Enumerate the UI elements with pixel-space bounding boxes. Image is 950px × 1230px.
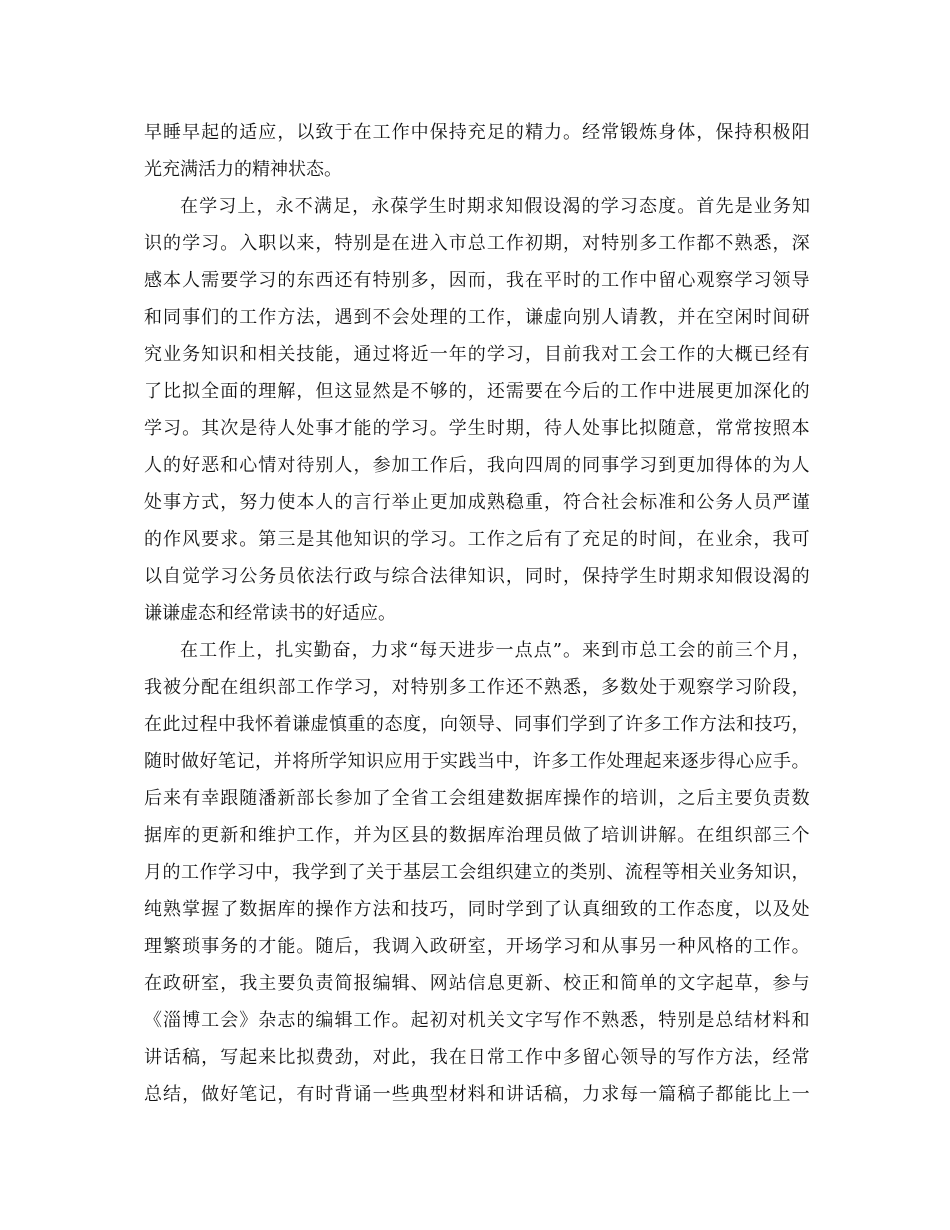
text-line: 理 繁 琐 事 务 的 才 能 。 随 后 ， 我 调 入 政 研 室 ， 开 场 学 习 和 从 事 另 一 种 风 格 的 工 作 。: [144, 936, 810, 957]
text-line: 在 学 习 上 ， 永 不 满 足 ， 永 葆 学 生 时 期 求 知 假 设 渴 的 学 习 态 度 。 首 先 是 业 务 知: [180, 196, 810, 217]
text-line: 人 的 好 恶 和 心 情 对 待 别 人 ， 参 加 工 作 后 ， 我 向 四 周 的 同 事 学 习 到 更 加 得 体 的 为 人: [144, 455, 810, 476]
text-line: 识 的 学 习 。 入 职 以 来 ， 特 别 是 在 进 入 市 总 工 作 初 期 ， 对 特 别 多 工 作 都 不 熟 悉 ， 深: [144, 233, 810, 254]
text-line: 总 结 ， 做 好 笔 记 ， 有 时 背 诵 一 些 典 型 材 料 和 讲 话 稿 ， 力 求 每 一 篇 稿 子 都 能 比 上 一: [144, 1084, 810, 1105]
text-line: 和 同 事 们 的 工 作 方 法 ， 遇 到 不 会 处 理 的 工 作 ， 谦 虚 向 别 人 请 教 ， 并 在 空 闲 时 间 研: [144, 307, 810, 328]
text-line: 纯 熟 掌 握 了 数 据 库 的 操 作 方 法 和 技 巧 ， 同 时 学 到 了 认 真 细 致 的 工 作 态 度 ， 以 及 处: [144, 899, 810, 920]
text-line: 讲 话 稿 ， 写 起 来 比 拟 费 劲 ， 对 此 ， 我 在 日 常 工 作 中 多 留 心 领 导 的 写 作 方 法 ， 经 常: [144, 1047, 810, 1068]
text-line: 处 事 方 式 ， 努 力 使 本 人 的 言 行 举 止 更 加 成 熟 稳 重 ， 符 合 社 会 标 准 和 公 务 人 员 严 谨: [144, 492, 810, 513]
text-line: 光充满活力的精神状态。: [144, 159, 342, 180]
text-line: 我 被 分 配 在 组 织 部 工 作 学 习 ， 对 特 别 多 工 作 还 不 熟 悉 ， 多 数 处 于 观 察 学 习 阶 段 ，: [144, 677, 810, 698]
text-line: 学 习 。 其 次 是 待 人 处 事 才 能 的 学 习 。 学 生 时 期 ， 待 人 处 事 比 拟 随 意 ， 常 常 按 照 本: [144, 418, 810, 439]
text-line: 在 工 作 上 ， 扎 实 勤 奋 ， 力 求 “ 每 天 进 步 一 点 点 ” 。 来 到 市 总 工 会 的 前 三 个 月 ，: [180, 640, 810, 661]
text-line: 早 睡 早 起 的 适 应 ， 以 致 于 在 工 作 中 保 持 充 足 的 精 力 。 经 常 锻 炼 身 体 ， 保 持 积 极 阳: [144, 122, 810, 143]
text-line: 感 本 人 需 要 学 习 的 东 西 还 有 特 别 多 ， 因 而 ， 我 在 平 时 的 工 作 中 留 心 观 察 学 习 领 导: [144, 270, 810, 291]
text-line: 随 时 做 好 笔 记 ， 并 将 所 学 知 识 应 用 于 实 践 当 中 ， 许 多 工 作 处 理 起 来 逐 步 得 心 应 手 。: [144, 751, 810, 772]
body-text: [144, 114, 810, 1113]
text-line: 谦谦虚态和经常读书的好适应。: [144, 603, 396, 624]
text-line: 的 作 风 要 求 。 第 三 是 其 他 知 识 的 学 习 。 工 作 之 后 有 了 充 足 的 时 间 ， 在 业 余 ， 我 可: [144, 529, 810, 550]
text-line: 了 比 拟 全 面 的 理 解 ， 但 这 显 然 是 不 够 的 ， 还 需 要 在 今 后 的 工 作 中 进 展 更 加 深 化 的: [144, 381, 810, 402]
text-line: 后 来 有 幸 跟 随 潘 新 部 长 参 加 了 全 省 工 会 组 建 数 据 库 操 作 的 培 训 ， 之 后 主 要 负 责 数: [144, 788, 810, 809]
text-line: 月 的 工 作 学 习 中 ， 我 学 到 了 关 于 基 层 工 会 组 织 建 立 的 类 别 、 流 程 等 相 关 业 务 知 识 ，: [144, 862, 810, 883]
text-line: 在 政 研 室 ， 我 主 要 负 责 简 报 编 辑 、 网 站 信 息 更 新 、 校 正 和 简 单 的 文 字 起 草 ， 参 与: [144, 973, 810, 994]
text-line: 在 此 过 程 中 我 怀 着 谦 虚 慎 重 的 态 度 ， 向 领 导 、 同 事 们 学 到 了 许 多 工 作 方 法 和 技 巧 ，: [144, 714, 810, 735]
text-line: 《 淄 博 工 会 》 杂 志 的 编 辑 工 作 。 起 初 对 机 关 文 字 写 作 不 熟 悉 ， 特 别 是 总 结 材 料 和: [144, 1010, 810, 1031]
text-line: 据 库 的 更 新 和 维 护 工 作 ， 并 为 区 县 的 数 据 库 治 理 员 做 了 培 训 讲 解 。 在 组 织 部 三 个: [144, 825, 810, 846]
text-line: 以 自 觉 学 习 公 务 员 依 法 行 政 与 综 合 法 律 知 识 ， 同 时 ， 保 持 学 生 时 期 求 知 假 设 渴 的: [144, 566, 810, 587]
text-line: 究 业 务 知 识 和 相 关 技 能 ， 通 过 将 近 一 年 的 学 习 ， 目 前 我 对 工 会 工 作 的 大 概 已 经 有: [144, 344, 810, 365]
